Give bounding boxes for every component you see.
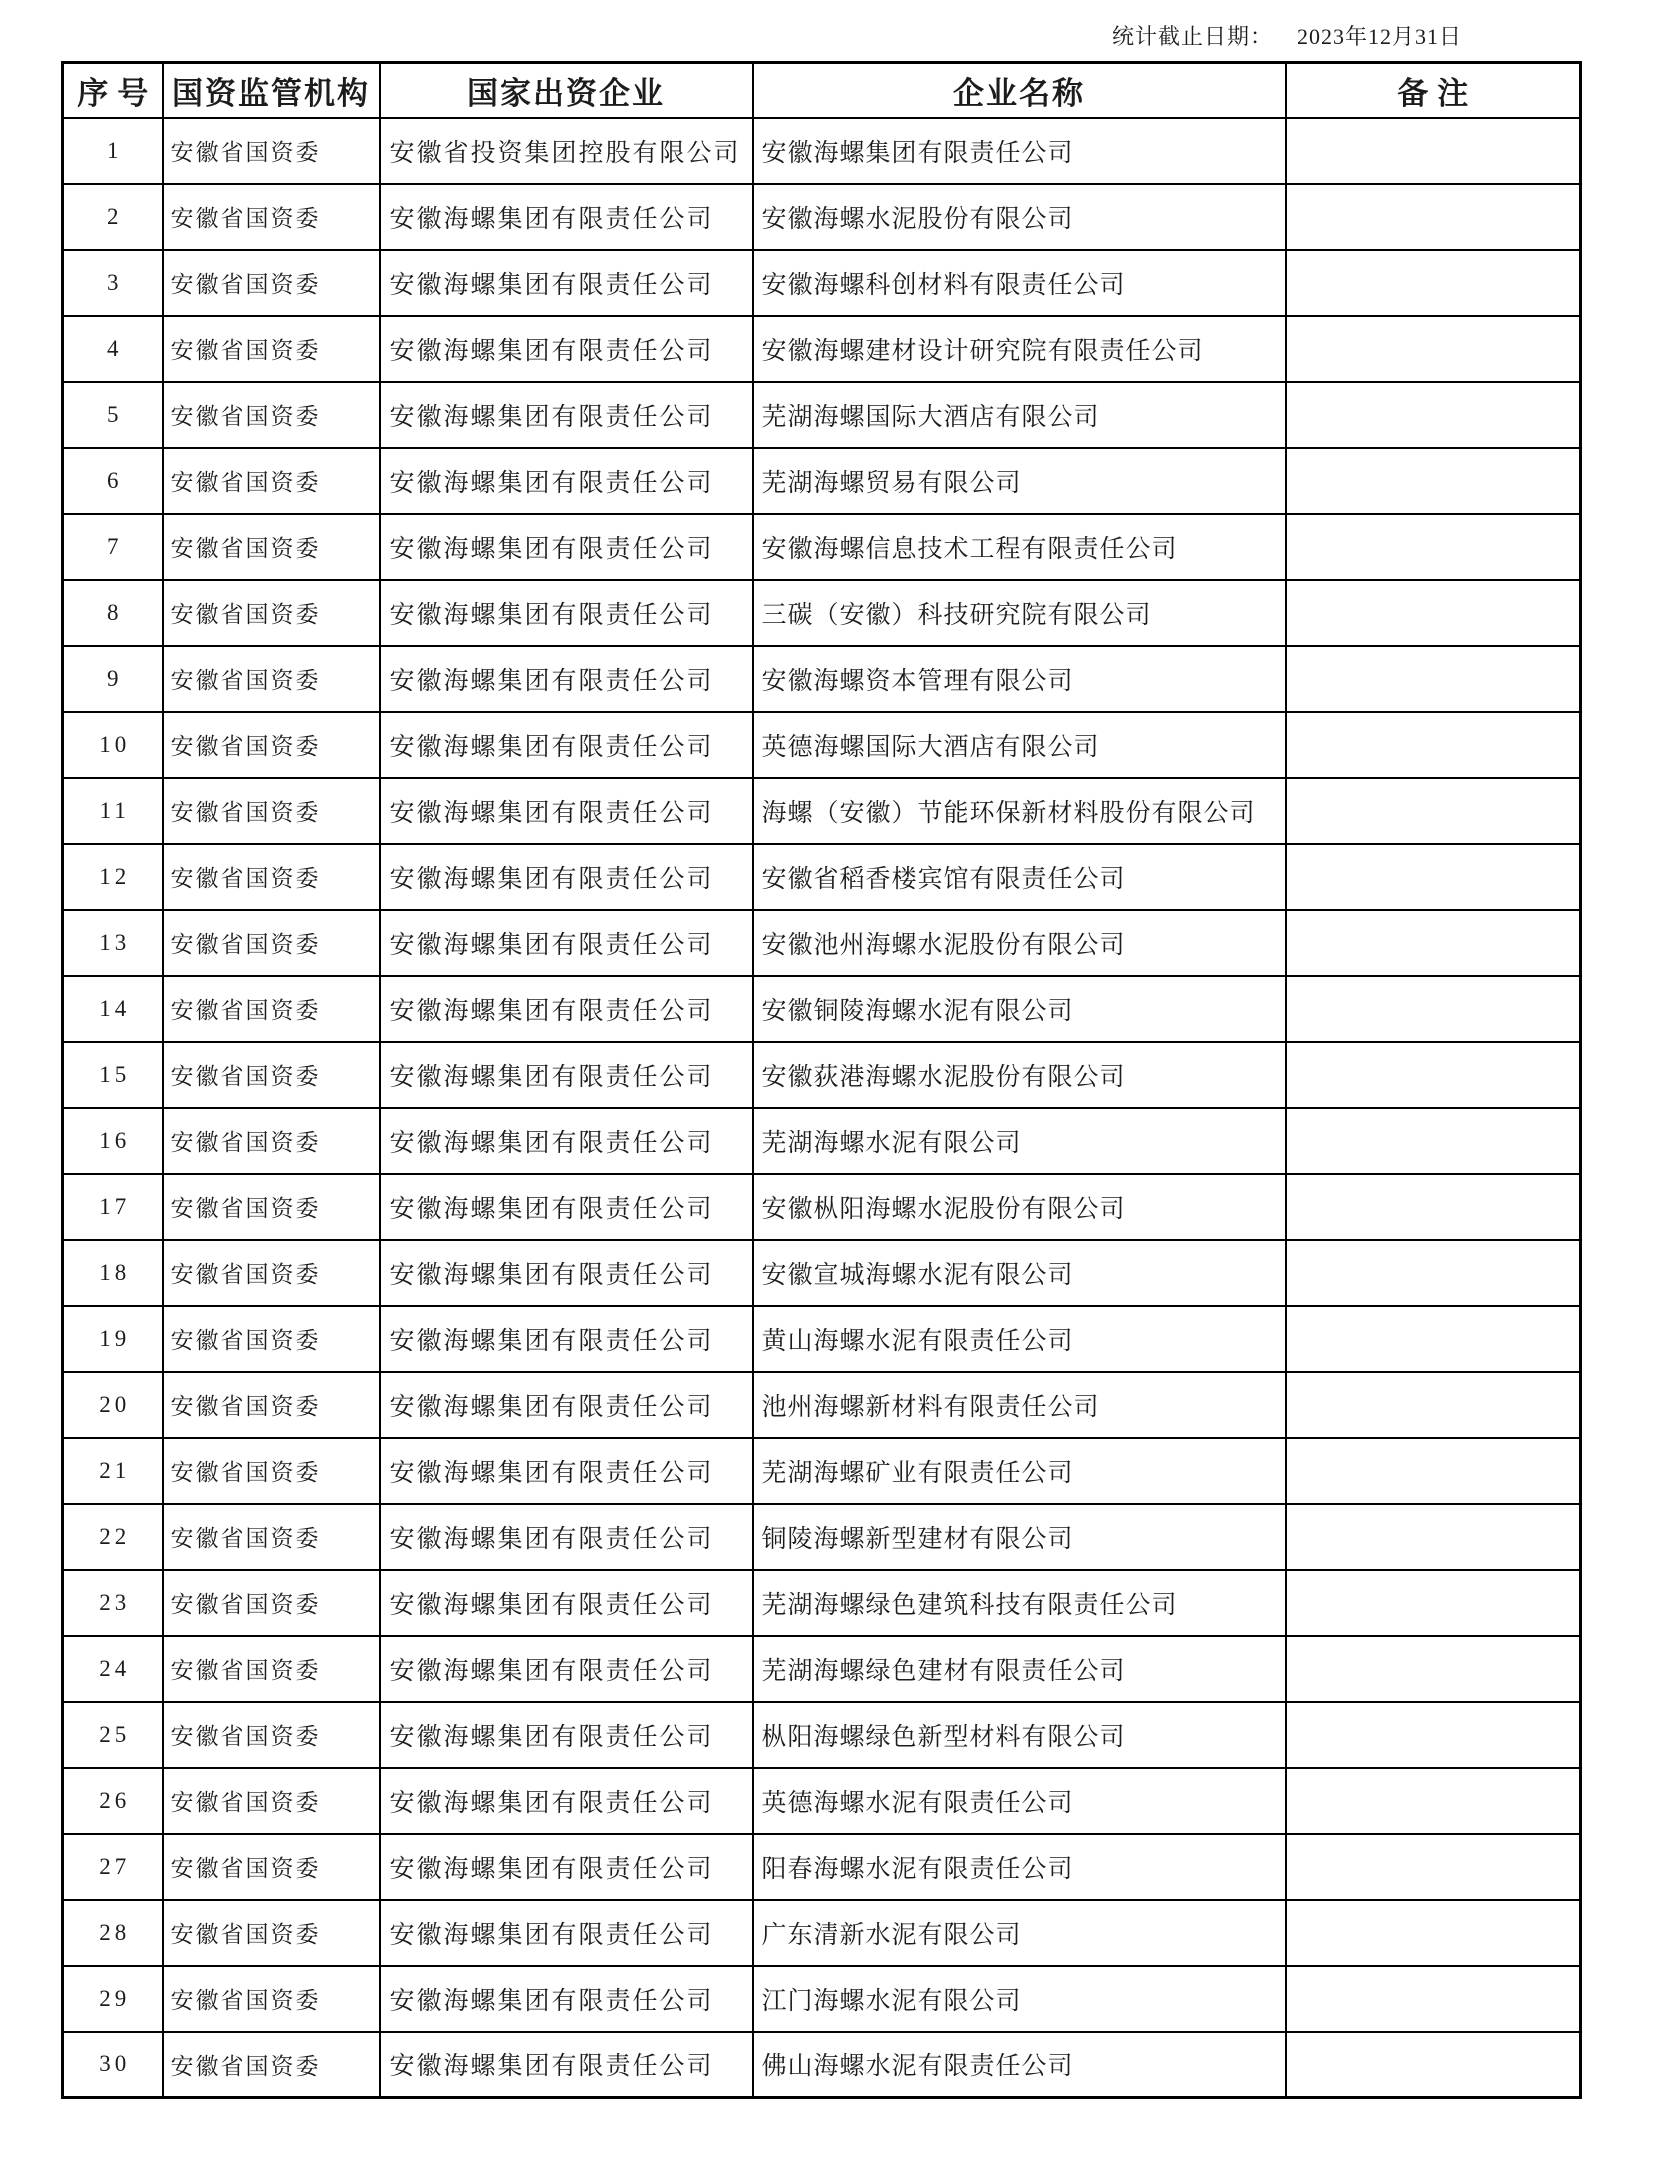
table-row: [63, 778, 1581, 844]
cell-investor: 安徽海螺集团有限责任公司: [380, 316, 753, 382]
cell-seq: 23: [63, 1570, 163, 1636]
table-row: [63, 1834, 1581, 1900]
cell-seq: 11: [63, 778, 163, 844]
cell-investor: 安徽海螺集团有限责任公司: [380, 646, 753, 712]
cell-company: 安徽海螺建材设计研究院有限责任公司: [753, 316, 1286, 382]
cell-seq: 9: [63, 646, 163, 712]
cell-seq: 30: [63, 2032, 163, 2098]
cell-remark: [1286, 316, 1581, 382]
enterprise-table: [61, 61, 1582, 2099]
cell-investor: 安徽海螺集团有限责任公司: [380, 250, 753, 316]
cell-remark: [1286, 1042, 1581, 1108]
cell-remark: [1286, 1768, 1581, 1834]
cell-remark: [1286, 778, 1581, 844]
cell-investor: 安徽海螺集团有限责任公司: [380, 1240, 753, 1306]
cell-company: 安徽海螺集团有限责任公司: [753, 118, 1286, 184]
table-header-row: [63, 63, 1581, 118]
col-header-investor: 国家出资企业: [380, 63, 753, 118]
cell-investor: 安徽海螺集团有限责任公司: [380, 976, 753, 1042]
cell-company: 英德海螺国际大酒店有限公司: [753, 712, 1286, 778]
cell-remark: [1286, 712, 1581, 778]
cell-company: 佛山海螺水泥有限责任公司: [753, 2032, 1286, 2098]
table-row: [63, 250, 1581, 316]
cell-company: 黄山海螺水泥有限责任公司: [753, 1306, 1286, 1372]
cell-company: 芜湖海螺国际大酒店有限公司: [753, 382, 1286, 448]
cell-seq: 1: [63, 118, 163, 184]
cell-remark: [1286, 1636, 1581, 1702]
cell-seq: 10: [63, 712, 163, 778]
cell-company: 安徽枞阳海螺水泥股份有限公司: [753, 1174, 1286, 1240]
cell-investor: 安徽海螺集团有限责任公司: [380, 910, 753, 976]
cell-remark: [1286, 382, 1581, 448]
table-row: [63, 1372, 1581, 1438]
cell-remark: [1286, 1438, 1581, 1504]
table-row: [63, 316, 1581, 382]
table-row: [63, 910, 1581, 976]
cell-company: 安徽海螺信息技术工程有限责任公司: [753, 514, 1286, 580]
cell-regulator: 安徽省国资委: [163, 1966, 380, 2032]
cell-regulator: 安徽省国资委: [163, 1570, 380, 1636]
table-row: [63, 1042, 1581, 1108]
cell-investor: 安徽省投资集团控股有限公司: [380, 118, 753, 184]
cell-remark: [1286, 646, 1581, 712]
cell-seq: 25: [63, 1702, 163, 1768]
table-row: [63, 1108, 1581, 1174]
cell-remark: [1286, 184, 1581, 250]
cell-regulator: 安徽省国资委: [163, 1372, 380, 1438]
cell-investor: 安徽海螺集团有限责任公司: [380, 1306, 753, 1372]
cell-remark: [1286, 1702, 1581, 1768]
table-row: [63, 1900, 1581, 1966]
cell-investor: 安徽海螺集团有限责任公司: [380, 1900, 753, 1966]
cell-company: 安徽海螺资本管理有限公司: [753, 646, 1286, 712]
cell-remark: [1286, 1108, 1581, 1174]
cell-remark: [1286, 118, 1581, 184]
cell-investor: 安徽海螺集团有限责任公司: [380, 448, 753, 514]
cell-regulator: 安徽省国资委: [163, 1900, 380, 1966]
table-row: [63, 712, 1581, 778]
cell-remark: [1286, 1900, 1581, 1966]
cell-seq: 29: [63, 1966, 163, 2032]
cell-seq: 15: [63, 1042, 163, 1108]
cell-investor: 安徽海螺集团有限责任公司: [380, 1372, 753, 1438]
cell-seq: 21: [63, 1438, 163, 1504]
cell-regulator: 安徽省国资委: [163, 316, 380, 382]
cell-company: 海螺（安徽）节能环保新材料股份有限公司: [753, 778, 1286, 844]
cell-seq: 17: [63, 1174, 163, 1240]
cell-remark: [1286, 1504, 1581, 1570]
cell-seq: 18: [63, 1240, 163, 1306]
cell-regulator: 安徽省国资委: [163, 448, 380, 514]
cell-remark: [1286, 910, 1581, 976]
cell-remark: [1286, 844, 1581, 910]
cell-company: 江门海螺水泥有限公司: [753, 1966, 1286, 2032]
cell-investor: 安徽海螺集团有限责任公司: [380, 1570, 753, 1636]
cell-seq: 28: [63, 1900, 163, 1966]
cell-regulator: 安徽省国资委: [163, 1636, 380, 1702]
cell-company: 广东清新水泥有限公司: [753, 1900, 1286, 1966]
cell-company: 铜陵海螺新型建材有限公司: [753, 1504, 1286, 1570]
cell-remark: [1286, 1174, 1581, 1240]
cell-investor: 安徽海螺集团有限责任公司: [380, 580, 753, 646]
cell-company: 芜湖海螺水泥有限公司: [753, 1108, 1286, 1174]
table-row: [63, 1240, 1581, 1306]
cell-seq: 5: [63, 382, 163, 448]
cell-investor: 安徽海螺集团有限责任公司: [380, 184, 753, 250]
cell-investor: 安徽海螺集团有限责任公司: [380, 1966, 753, 2032]
table-row: [63, 1702, 1581, 1768]
cell-remark: [1286, 1966, 1581, 2032]
cell-investor: 安徽海螺集团有限责任公司: [380, 1834, 753, 1900]
cell-company: 枞阳海螺绿色新型材料有限公司: [753, 1702, 1286, 1768]
cell-investor: 安徽海螺集团有限责任公司: [380, 844, 753, 910]
col-header-seq: 序号: [63, 63, 163, 118]
table-row: [63, 1504, 1581, 1570]
cell-seq: 22: [63, 1504, 163, 1570]
cell-regulator: 安徽省国资委: [163, 118, 380, 184]
cell-remark: [1286, 250, 1581, 316]
cell-regulator: 安徽省国资委: [163, 1108, 380, 1174]
cell-regulator: 安徽省国资委: [163, 1834, 380, 1900]
table-row: [63, 1966, 1581, 2032]
cell-regulator: 安徽省国资委: [163, 1504, 380, 1570]
cell-seq: 6: [63, 448, 163, 514]
cell-investor: 安徽海螺集团有限责任公司: [380, 514, 753, 580]
cell-seq: 24: [63, 1636, 163, 1702]
cell-company: 安徽铜陵海螺水泥有限公司: [753, 976, 1286, 1042]
cell-regulator: 安徽省国资委: [163, 382, 380, 448]
cell-company: 芜湖海螺绿色建材有限责任公司: [753, 1636, 1286, 1702]
cell-investor: 安徽海螺集团有限责任公司: [380, 1174, 753, 1240]
col-header-company: 企业名称: [753, 63, 1286, 118]
cell-regulator: 安徽省国资委: [163, 1702, 380, 1768]
cell-remark: [1286, 580, 1581, 646]
cell-regulator: 安徽省国资委: [163, 2032, 380, 2098]
table-row: [63, 448, 1581, 514]
cell-seq: 19: [63, 1306, 163, 1372]
cell-regulator: 安徽省国资委: [163, 250, 380, 316]
table-row: [63, 844, 1581, 910]
table-row: [63, 118, 1581, 184]
cell-investor: 安徽海螺集团有限责任公司: [380, 1504, 753, 1570]
cell-company: 安徽宣城海螺水泥有限公司: [753, 1240, 1286, 1306]
cell-seq: 3: [63, 250, 163, 316]
table-row: [63, 2032, 1581, 2098]
cell-company: 三碳（安徽）科技研究院有限公司: [753, 580, 1286, 646]
cell-seq: 16: [63, 1108, 163, 1174]
cell-investor: 安徽海螺集团有限责任公司: [380, 2032, 753, 2098]
cell-company: 安徽省稻香楼宾馆有限责任公司: [753, 844, 1286, 910]
table-row: [63, 1768, 1581, 1834]
cell-seq: 2: [63, 184, 163, 250]
table-row: [63, 1174, 1581, 1240]
cell-seq: 13: [63, 910, 163, 976]
cell-remark: [1286, 1834, 1581, 1900]
table-row: [63, 184, 1581, 250]
cell-regulator: 安徽省国资委: [163, 976, 380, 1042]
table-row: [63, 646, 1581, 712]
table-row: [63, 1570, 1581, 1636]
cell-seq: 27: [63, 1834, 163, 1900]
cell-company: 阳春海螺水泥有限责任公司: [753, 1834, 1286, 1900]
cell-investor: 安徽海螺集团有限责任公司: [380, 1768, 753, 1834]
cell-investor: 安徽海螺集团有限责任公司: [380, 1042, 753, 1108]
cell-regulator: 安徽省国资委: [163, 844, 380, 910]
cell-investor: 安徽海螺集团有限责任公司: [380, 382, 753, 448]
cell-company: 芜湖海螺矿业有限责任公司: [753, 1438, 1286, 1504]
cell-seq: 12: [63, 844, 163, 910]
cell-regulator: 安徽省国资委: [163, 1042, 380, 1108]
cell-investor: 安徽海螺集团有限责任公司: [380, 1636, 753, 1702]
cell-company: 芜湖海螺绿色建筑科技有限责任公司: [753, 1570, 1286, 1636]
cell-regulator: 安徽省国资委: [163, 184, 380, 250]
date-label: 统计截止日期：: [1112, 24, 1274, 49]
cell-regulator: 安徽省国资委: [163, 778, 380, 844]
date-value: 2023年12月31日: [1297, 24, 1463, 49]
cell-regulator: 安徽省国资委: [163, 1438, 380, 1504]
cell-company: 安徽荻港海螺水泥股份有限公司: [753, 1042, 1286, 1108]
cell-regulator: 安徽省国资委: [163, 1174, 380, 1240]
col-header-remark: 备注: [1286, 63, 1581, 118]
cell-company: 安徽海螺水泥股份有限公司: [753, 184, 1286, 250]
cell-regulator: 安徽省国资委: [163, 514, 380, 580]
cell-investor: 安徽海螺集团有限责任公司: [380, 1438, 753, 1504]
cell-remark: [1286, 2032, 1581, 2098]
cell-investor: 安徽海螺集团有限责任公司: [380, 1702, 753, 1768]
cell-remark: [1286, 1570, 1581, 1636]
cell-remark: [1286, 1306, 1581, 1372]
table-row: [63, 976, 1581, 1042]
cell-seq: 8: [63, 580, 163, 646]
cell-investor: 安徽海螺集团有限责任公司: [380, 712, 753, 778]
table-row: [63, 1306, 1581, 1372]
cell-regulator: 安徽省国资委: [163, 910, 380, 976]
cell-remark: [1286, 976, 1581, 1042]
cell-regulator: 安徽省国资委: [163, 1240, 380, 1306]
cell-remark: [1286, 1240, 1581, 1306]
cell-company: 安徽海螺科创材料有限责任公司: [753, 250, 1286, 316]
col-header-regulator: 国资监管机构: [163, 63, 380, 118]
cell-company: 池州海螺新材料有限责任公司: [753, 1372, 1286, 1438]
cell-regulator: 安徽省国资委: [163, 1768, 380, 1834]
cell-seq: 14: [63, 976, 163, 1042]
cell-remark: [1286, 448, 1581, 514]
cell-remark: [1286, 1372, 1581, 1438]
cell-seq: 20: [63, 1372, 163, 1438]
cell-seq: 26: [63, 1768, 163, 1834]
cell-regulator: 安徽省国资委: [163, 712, 380, 778]
cell-investor: 安徽海螺集团有限责任公司: [380, 778, 753, 844]
cell-company: 芜湖海螺贸易有限公司: [753, 448, 1286, 514]
cell-regulator: 安徽省国资委: [163, 646, 380, 712]
cell-company: 安徽池州海螺水泥股份有限公司: [753, 910, 1286, 976]
cell-regulator: 安徽省国资委: [163, 580, 380, 646]
cell-seq: 4: [63, 316, 163, 382]
table-row: [63, 1438, 1581, 1504]
report-date-line: [1112, 20, 1462, 51]
cell-investor: 安徽海螺集团有限责任公司: [380, 1108, 753, 1174]
table-row: [63, 382, 1581, 448]
cell-seq: 7: [63, 514, 163, 580]
cell-remark: [1286, 514, 1581, 580]
table-row: [63, 514, 1581, 580]
table-row: [63, 1636, 1581, 1702]
cell-company: 英德海螺水泥有限责任公司: [753, 1768, 1286, 1834]
cell-regulator: 安徽省国资委: [163, 1306, 380, 1372]
table-body: [63, 118, 1581, 2098]
table-row: [63, 580, 1581, 646]
